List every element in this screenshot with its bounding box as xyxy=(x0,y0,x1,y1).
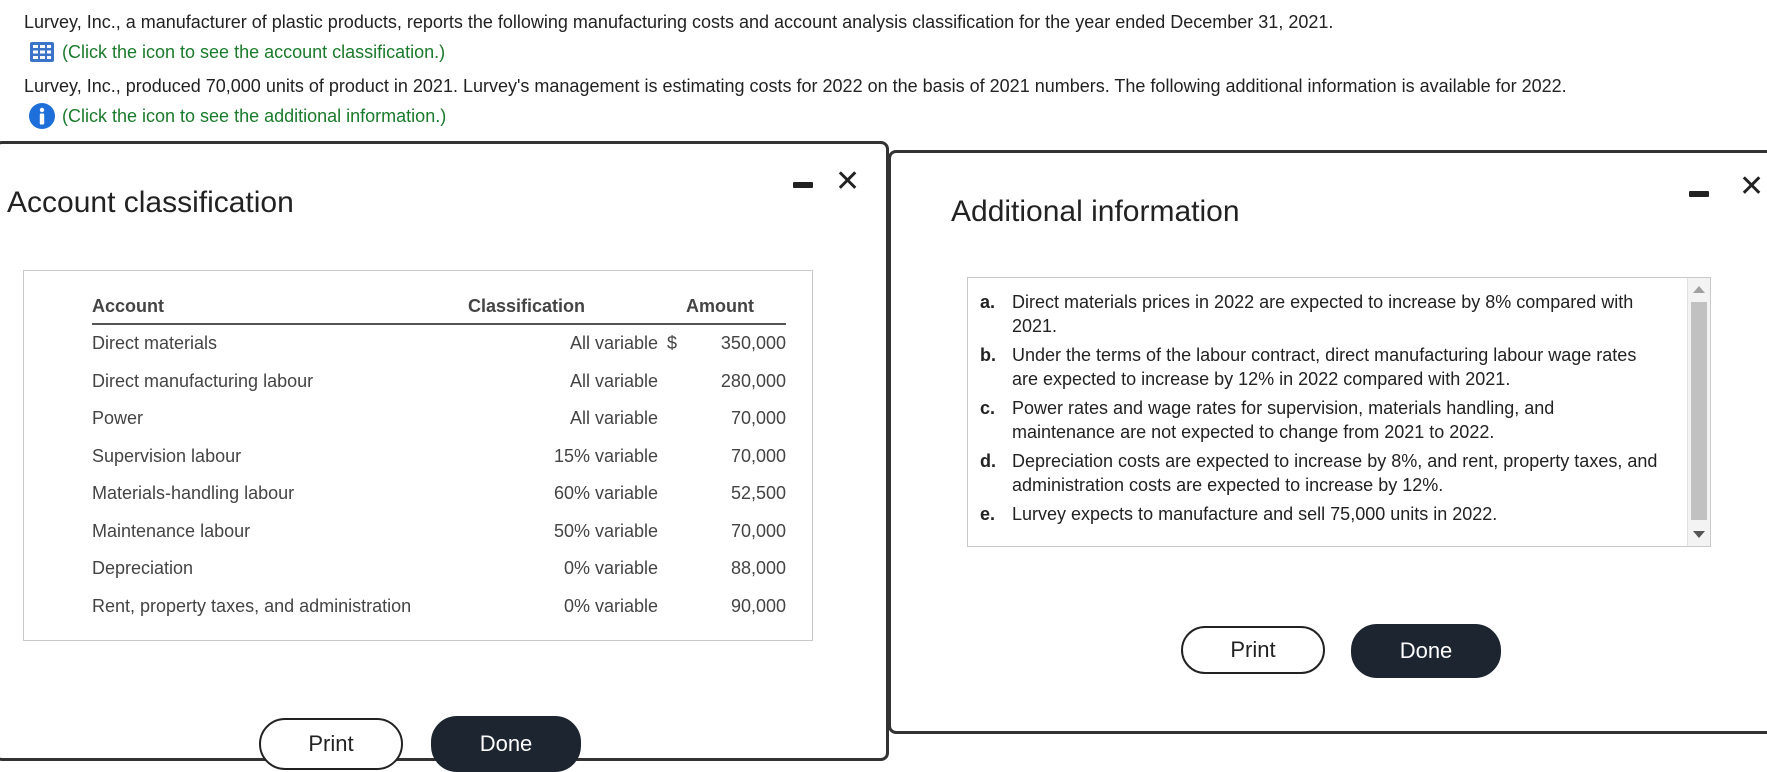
row-account: Materials-handling labour xyxy=(92,483,295,504)
table-row xyxy=(92,400,786,438)
item-letter: a. xyxy=(980,292,996,312)
item-text: Direct materials prices in 2022 are expected to increase by 8% compared with 2021. xyxy=(1012,292,1634,336)
intro-line-2: Lurvey, Inc., produced 70,000 units of product in 2021. Lurvey's management is estimating costs for 2022 on the basis of 2021 numbers. The following additional information is available for 2022. xyxy=(24,76,1567,96)
item-text: Under the terms of the labour contract, direct manufacturing labour wage rates are expected to increase by 12% in 2022 compared with 2021. xyxy=(1012,345,1637,389)
header-classification: Classification xyxy=(468,287,686,324)
item-text: Power rates and wage rates for supervision, materials handling, and maintenance are not expected to change from 2021 to 2022. xyxy=(1012,398,1555,442)
row-classification: 15% variable xyxy=(553,445,658,466)
row-amount: 350,000 xyxy=(720,333,786,354)
additional-information-modal xyxy=(888,150,1767,734)
list-item xyxy=(980,502,1660,526)
row-classification: All variable xyxy=(569,333,658,354)
additional-information-link[interactable] xyxy=(28,102,446,130)
row-amount: 70,000 xyxy=(730,408,786,429)
table-grid-icon[interactable] xyxy=(28,38,56,66)
item-letter: c. xyxy=(980,398,996,418)
table-row xyxy=(92,588,786,626)
additional-info-list xyxy=(980,290,1660,531)
close-icon[interactable]: ✕ xyxy=(835,165,861,198)
list-item xyxy=(980,449,1660,497)
minimize-icon[interactable] xyxy=(1689,191,1709,197)
row-account: Direct manufacturing labour xyxy=(92,370,314,391)
item-text: Depreciation costs are expected to increase by 8%, and rent, property taxes, and administration costs are expected to increase by 12%. xyxy=(1012,451,1658,495)
account-table xyxy=(92,287,786,625)
item-letter: d. xyxy=(980,451,996,471)
row-account: Maintenance labour xyxy=(92,520,251,541)
header-account: Account xyxy=(92,287,468,324)
row-classification: 50% variable xyxy=(553,520,658,541)
scroll-thumb[interactable] xyxy=(1691,302,1707,520)
table-row xyxy=(92,363,786,401)
additional-info-panel xyxy=(967,277,1711,547)
item-letter: e. xyxy=(980,504,996,524)
account-classification-link[interactable] xyxy=(28,38,445,66)
minimize-icon[interactable] xyxy=(793,182,813,188)
row-amount: 70,000 xyxy=(730,445,786,466)
row-amount: 90,000 xyxy=(730,595,786,616)
row-classification: 0% variable xyxy=(563,558,658,579)
close-icon[interactable]: ✕ xyxy=(1739,170,1765,203)
dollar-sign: $ xyxy=(666,333,677,354)
table-row xyxy=(92,438,786,476)
scroll-down-arrow-icon[interactable] xyxy=(1693,531,1705,538)
additional-information-title: Additional information xyxy=(951,195,1240,228)
item-letter: b. xyxy=(980,345,996,365)
table-row xyxy=(92,324,786,363)
row-account: Rent, property taxes, and administration xyxy=(92,595,412,616)
table-header-row xyxy=(92,287,786,324)
done-button[interactable]: Done xyxy=(431,716,581,772)
list-item xyxy=(980,343,1660,391)
done-button[interactable]: Done xyxy=(1351,624,1501,678)
print-button[interactable]: Print xyxy=(1181,626,1325,674)
row-amount: 70,000 xyxy=(730,520,786,541)
row-account: Supervision labour xyxy=(92,445,242,466)
list-item xyxy=(980,396,1660,444)
row-account: Power xyxy=(92,408,144,429)
table-row xyxy=(92,550,786,588)
item-text: Lurvey expects to manufacture and sell 75,000 units in 2022. xyxy=(1012,504,1498,524)
row-classification: 60% variable xyxy=(553,483,658,504)
print-button[interactable]: Print xyxy=(259,718,403,770)
row-account: Depreciation xyxy=(92,558,194,579)
additional-information-link-text[interactable]: (Click the icon to see the additional information.) xyxy=(62,105,447,126)
row-amount: 52,500 xyxy=(730,483,786,504)
header-amount: Amount xyxy=(686,287,786,324)
table-row xyxy=(92,513,786,551)
intro-line-1: Lurvey, Inc., a manufacturer of plastic products, reports the following manufacturing costs and account analysis classification for the year ended December 31, 2021. xyxy=(24,12,1334,32)
table-row xyxy=(92,475,786,513)
list-item xyxy=(980,290,1660,338)
scrollbar[interactable] xyxy=(1687,278,1710,546)
account-classification-link-text[interactable]: (Click the icon to see the account classification.) xyxy=(62,41,446,62)
info-icon[interactable] xyxy=(28,102,56,130)
row-classification: All variable xyxy=(569,408,658,429)
account-table-panel xyxy=(23,270,813,641)
account-classification-modal xyxy=(0,141,889,761)
row-amount: 88,000 xyxy=(730,558,786,579)
row-amount: 280,000 xyxy=(720,370,786,391)
scroll-up-arrow-icon[interactable] xyxy=(1693,286,1705,293)
row-classification: 0% variable xyxy=(563,595,658,616)
account-classification-title: Account classification xyxy=(7,186,294,219)
row-classification: All variable xyxy=(569,370,658,391)
row-account: Direct materials xyxy=(92,333,218,354)
